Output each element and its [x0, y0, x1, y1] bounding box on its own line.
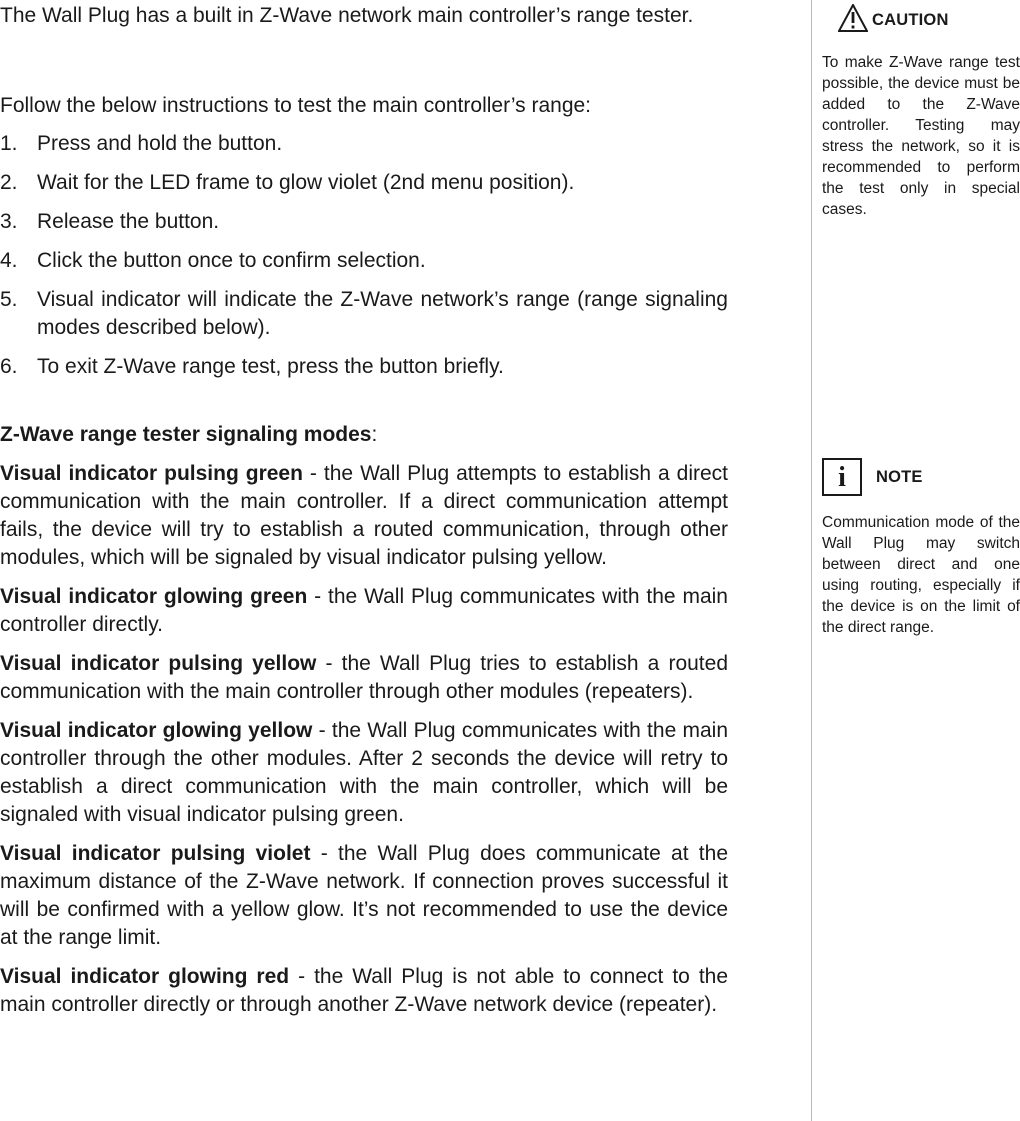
step-item [0, 247, 728, 275]
step-text: Press and hold the button. [37, 132, 283, 155]
mode-description: - the Wall Plug communicates with the main controller directly. [0, 585, 728, 636]
step-number: 4. [0, 249, 18, 272]
step-item [0, 286, 728, 342]
step-text: Click the button once to confirm selection. [37, 249, 426, 272]
mode-paragraph [0, 717, 728, 829]
column-divider [811, 0, 812, 1121]
step-number: 2. [0, 171, 18, 194]
mode-label: Visual indicator glowing yellow [0, 719, 313, 742]
step-number: 3. [0, 210, 18, 233]
mode-label: Visual indicator pulsing violet [0, 842, 311, 865]
mode-label: Visual indicator pulsing green [0, 462, 303, 485]
step-number: 6. [0, 355, 18, 378]
caution-box [822, 4, 1020, 220]
step-text: Release the button. [37, 210, 220, 233]
intro-paragraph: The Wall Plug has a built in Z-Wave network main controller’s range tester. [0, 4, 694, 27]
step-item [0, 130, 728, 158]
instructions-heading: Follow the below instructions to test the main controller’s range: [0, 94, 592, 117]
modes-heading-text: Z-Wave range tester signaling modes [0, 423, 372, 446]
mode-label: Visual indicator pulsing yellow [0, 652, 317, 675]
note-box [822, 458, 1020, 638]
step-item [0, 208, 728, 236]
mode-description: - the Wall Plug communicates with the main controller through the other modules. After 2 seconds the device will retry to establish a direct communication with the main controller, which will be signaled with visual indicator pulsing green. [0, 719, 728, 826]
note-title: NOTE [876, 468, 923, 486]
note-text: Communication mode of the Wall Plug may switch between direct and one using routing, especially if the device is on the limit of the direct range. [822, 514, 1020, 636]
step-text: To exit Z-Wave range test, press the button briefly. [37, 355, 504, 378]
step-text: Visual indicator will indicate the Z-Wave network’s range (range signaling modes described below). [37, 288, 728, 339]
mode-description: - the Wall Plug tries to establish a routed communication with the main controller through other modules (repeaters). [0, 652, 729, 703]
caution-header [822, 4, 1020, 44]
instruction-steps [0, 130, 728, 381]
caution-title: CAUTION [872, 11, 949, 29]
modes-heading [0, 421, 728, 449]
step-text: Wait for the LED frame to glow violet (2nd menu position). [37, 171, 575, 194]
step-item [0, 169, 728, 197]
note-header [822, 458, 1020, 498]
mode-description: - the Wall Plug is not able to connect to the main controller directly or through another Z-Wave network device (repeater). [0, 965, 729, 1016]
info-icon: i [822, 458, 862, 496]
mode-label: Visual indicator glowing green [0, 585, 308, 608]
step-number: 5. [0, 288, 18, 311]
caution-text: To make Z-Wave range test possible, the device must be added to the Z-Wave controller. Testing may stress the network, so it is recommended to perform the test only in special cases. [822, 54, 1020, 218]
mode-paragraph [0, 650, 728, 706]
mode-paragraph [0, 840, 728, 952]
mode-paragraph [0, 460, 728, 572]
mode-paragraph [0, 583, 728, 639]
modes-heading-colon: : [371, 423, 378, 446]
mode-label: Visual indicator glowing red [0, 965, 290, 988]
warning-triangle-icon [838, 4, 868, 32]
step-item [0, 353, 728, 381]
mode-description: - the Wall Plug attempts to establish a direct communication with the main controller. If a direct communication attempt fails, the device will try to establish a routed communication, through other modules, which will be signaled by visual indicator pulsing yellow. [0, 462, 728, 569]
mode-paragraph [0, 963, 728, 1019]
step-number: 1. [0, 132, 18, 155]
mode-description: - the Wall Plug does communicate at the maximum distance of the Z-Wave network. If connection proves successful it will be confirmed with a yellow glow. It’s not recommended to use the device at the range limit. [0, 842, 728, 949]
